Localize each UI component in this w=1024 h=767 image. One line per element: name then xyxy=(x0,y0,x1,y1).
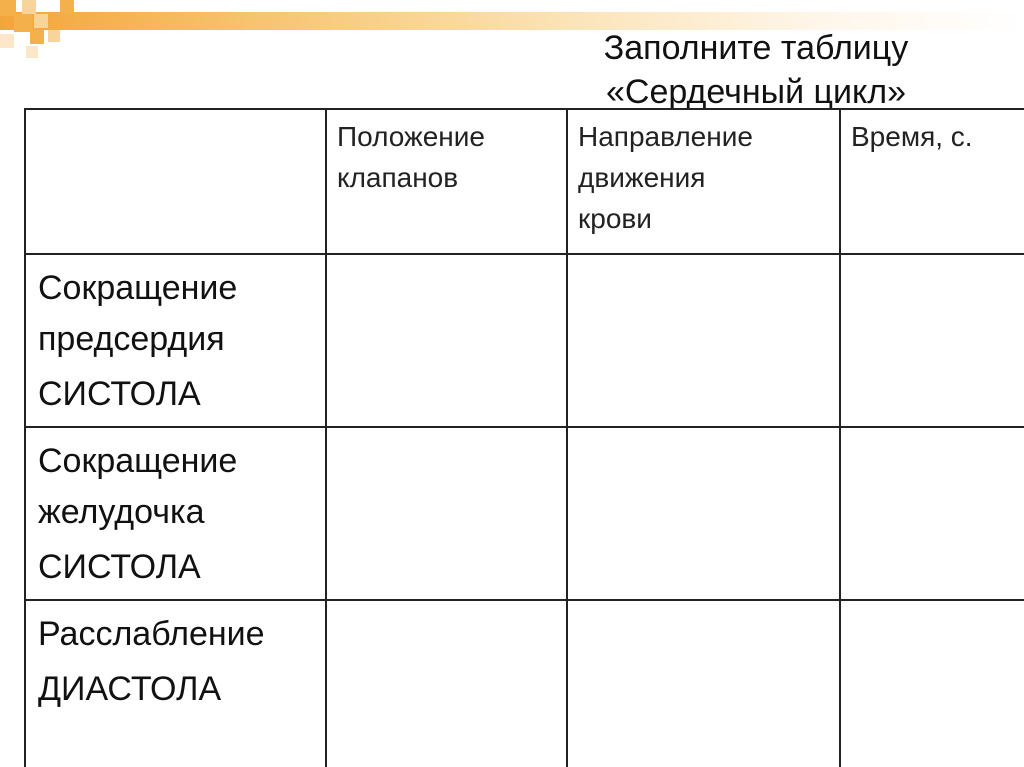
heart-cycle-table xyxy=(24,108,1024,767)
answer-cell-time[interactable] xyxy=(840,254,1024,427)
header-text-line: клапанов xyxy=(337,162,459,193)
header-cell-time xyxy=(840,109,1024,254)
row-phase-label: СИСТОЛА xyxy=(38,375,201,413)
answer-cell-blood-direction[interactable] xyxy=(567,427,840,600)
row-phase-label: ДИАСТОЛА xyxy=(38,670,222,708)
answer-cell-blood-direction[interactable] xyxy=(567,254,840,427)
row-label-cell xyxy=(25,600,326,767)
answer-cell-time[interactable] xyxy=(840,427,1024,600)
header-cell-valves xyxy=(326,109,567,254)
header-text-line: Положение xyxy=(337,121,485,152)
row-label-line: Сокращение xyxy=(38,269,238,307)
answer-cell-valves[interactable] xyxy=(326,427,567,600)
decorative-square xyxy=(48,30,60,42)
row-label-cell xyxy=(25,254,326,427)
answer-cell-blood-direction[interactable] xyxy=(567,600,840,767)
table-row xyxy=(25,427,1024,600)
row-label-line: предсердия xyxy=(38,320,225,358)
header-text-line: движения xyxy=(578,162,706,193)
decorative-squares xyxy=(0,0,90,60)
answer-cell-valves[interactable] xyxy=(326,600,567,767)
row-phase-label: СИСТОЛА xyxy=(38,548,201,586)
heart-cycle-table-wrapper xyxy=(24,108,1024,736)
header-cell-blood-direction xyxy=(567,109,840,254)
decorative-square xyxy=(26,46,38,58)
decorative-square xyxy=(60,0,74,14)
header-text-line: Направление xyxy=(578,121,753,152)
table-row xyxy=(25,600,1024,767)
title-line-1: Заполните таблицу xyxy=(603,29,909,67)
row-label-line: Сокращение xyxy=(38,442,238,480)
slide-title xyxy=(546,26,966,114)
row-label-line: желудочка xyxy=(38,493,205,531)
answer-cell-time[interactable] xyxy=(840,600,1024,767)
header-corner-cell xyxy=(25,109,326,254)
title-line-2: «Сердечный цикл» xyxy=(606,73,906,111)
row-label-cell xyxy=(25,427,326,600)
header-text-line: крови xyxy=(578,203,652,234)
decorative-square xyxy=(34,14,48,28)
header-text-line: Время, с. xyxy=(851,121,973,152)
answer-cell-valves[interactable] xyxy=(326,254,567,427)
table-header-row xyxy=(25,109,1024,254)
decorative-square xyxy=(0,34,14,48)
table-row xyxy=(25,254,1024,427)
decorative-square xyxy=(30,30,44,44)
decorative-square xyxy=(22,0,36,14)
row-label-line: Расслабление xyxy=(38,615,265,653)
